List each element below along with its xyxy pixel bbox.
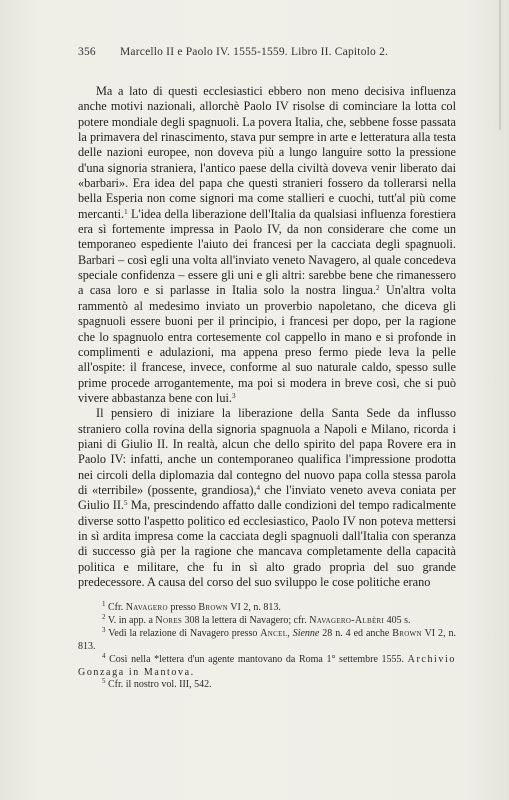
- italic-title: Sienne: [292, 627, 320, 639]
- text-run: 308 la lettera di Navagero; cfr.: [182, 614, 310, 626]
- text-run: Così nella *lettera d'un agente mantovano da Roma 1° settembre 1555.: [109, 653, 408, 665]
- text-run: 28 n. 4 ed anche: [319, 627, 393, 639]
- text-run: VI 2, n. 813.: [78, 627, 456, 652]
- footnote-marker: 3: [102, 625, 106, 634]
- main-text: [78, 84, 456, 590]
- text-run: Un'altra volta rammentò al medesimo inviato un proverbio napoletano, che diceva gli spagnuoli essere buoni per il principio, i francesi per dopo, per la ragione che lo spagnuolo entra cortesemente col cappello in mano e si profonde in complimenti e adulazioni, ma appena preso fermo piede leva la pelle all'ospite: il francese, invece, conforme al suo naturale caldo, spesso sulle prime procede arrogantemente, ma poi si modera in breve così, che si può vivere abbastanza bene con lui.: [78, 283, 456, 405]
- footnote-ref: 2: [376, 284, 380, 293]
- text-run: presso: [167, 602, 199, 613]
- footnote-marker: 5: [102, 677, 106, 686]
- footnote: [78, 625, 456, 654]
- paragraph: [78, 84, 456, 406]
- running-header: [78, 46, 454, 58]
- footnote-ref: 3: [231, 391, 236, 400]
- archive-name: Archivio Gonzaga in Mantova: [78, 653, 457, 678]
- footnote-ref: 5: [124, 499, 128, 508]
- page-number: 356: [78, 46, 96, 58]
- text-run: Ma, prescindendo affatto dalle condizioni del tempo radicalmente diverse sotto l'aspetto politico ed ecclesiastico, Paolo IV non poteva mettersi in sì ardita impresa come la cacciata degli spagnuoli dall'Italia con speranza di successo già per la ragione che mancava completamente della capacità politica e militare, che fu in sì alto grado propria del suo grande predecessore. A causa del corso del suo sviluppo le cose politiche erano: [78, 498, 457, 589]
- footnote-marker: 2: [102, 612, 106, 621]
- author-name: Ancel: [260, 627, 288, 639]
- text-run: V. in app. a: [107, 614, 156, 626]
- running-title: Marcello II e Paolo IV. 1555-1559. Libro II. Capitolo 2.: [120, 46, 389, 58]
- author-name: Brown: [198, 602, 228, 613]
- text-run: 405 s.: [384, 614, 411, 626]
- text-run: Cfr. il nostro vol. III, 542.: [108, 679, 212, 691]
- footnotes: [78, 602, 456, 692]
- paragraph: [78, 406, 456, 590]
- text-run: VI 2, n. 813.: [227, 602, 281, 613]
- footnote: [78, 651, 457, 680]
- footnote: [78, 602, 456, 615]
- text-run: Ma a lato di questi ecclesiastici ebbero non meno decisiva influenza anche motivi nazionali, allorchè Paolo IV risolse di cominciare la lotta col potere mondiale degli spagnuoli. La povera Italia, che, sebbene fosse passata la primavera del rinascimento, stava pur sempre in arte e letteratura alla testa delle nazioni europee, non doveva più a lungo languire sotto la pressione d'una signoria straniera, l'antico paese della civiltà doveva venir liberato dai «barbari». Era idea del papa che questi stranieri fossero da tollerarsi nella bella Esperia non come signori ma come stallieri e cuochi, tutt'al più come mercanti.: [78, 84, 456, 221]
- footnote: [78, 612, 456, 628]
- footnote: [78, 679, 456, 692]
- page-edge-shadow: [499, 0, 501, 130]
- text-run: Il pensiero di iniziare la liberazione della Santa Sede da influsso straniero colla rovina della signoria spagnuola a Napoli e Milano, ricorda i piani di Giulio II. In realtà, alcun che dello spirito del papa Rovere era in Paolo IV: infatti, anche un contemporaneo qualifica l'impressione prodotta nei circoli della diplomazia dal contegno del nuovo papa colla stessa parola di «terribile» (possente, grandiosa),: [78, 406, 456, 497]
- footnote-ref: 1: [124, 207, 128, 216]
- text-run: ,: [287, 627, 293, 639]
- footnote-ref: 4: [256, 483, 261, 492]
- author-name: Brown: [392, 627, 422, 639]
- footnote-marker: 1: [102, 600, 106, 608]
- text-run: che l'inviato veneto aveva coniata per Giulio II.: [78, 482, 456, 513]
- author-name: Navagero-Albèri: [309, 614, 385, 626]
- text-run: .: [190, 666, 194, 678]
- author-name: Navagero: [125, 602, 168, 613]
- author-name: Nores: [155, 614, 183, 626]
- text-run: L'idea della liberazione dell'Italia da qualsiasi influenza forestiera era sì fortemente impressa in Paolo IV, da non considerare che come un temporaneo espediente l'aiuto dei francesi per la cacciata degli spagnuoli. Barbari – così egli una volta all'inviato veneto Navagero, al quale concedeva speciale confidenza – essere gli uni e gli altri: sarebbe bene che rimanessero a casa loro e si parlasse in Italia solo la nostra lingua.: [78, 206, 456, 298]
- footnote-marker: 4: [102, 651, 106, 660]
- text-run: Vedi la relazione di Navagero presso: [108, 627, 261, 639]
- text-run: Cfr.: [108, 602, 126, 613]
